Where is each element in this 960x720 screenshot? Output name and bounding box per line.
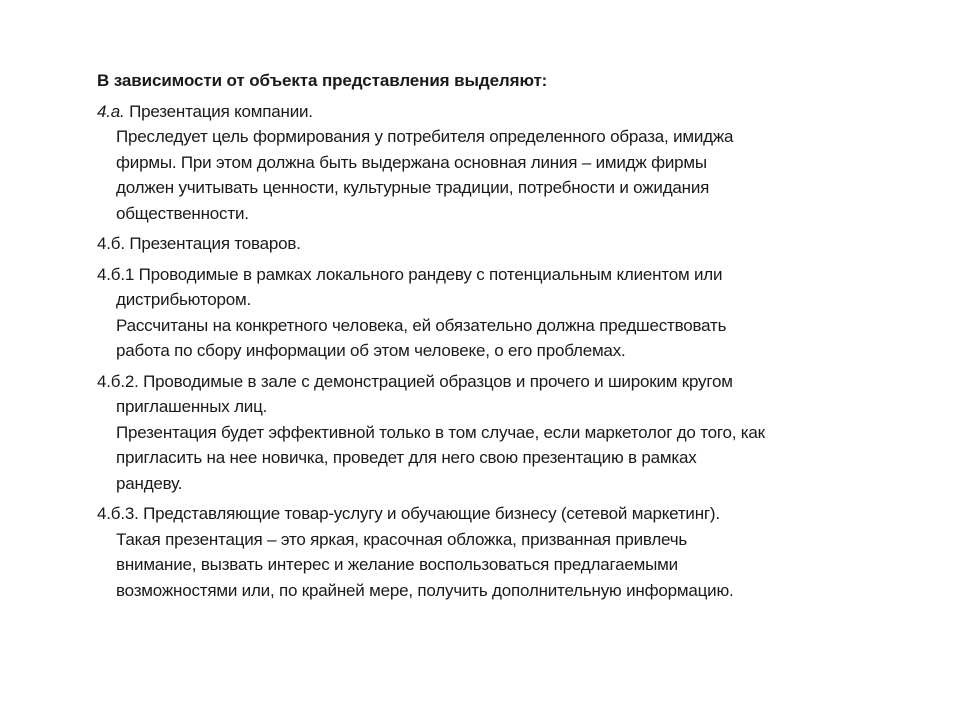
section-network-marketing [97,501,887,603]
body-line: Такая презентация – это яркая, красочная обложка, призванная привлечь [116,529,688,549]
body-line: Преследует цель формирования у потребителя определенного образа, имиджа [116,127,734,146]
body-line: фирмы. При этом должна быть выдержана основная линия – имидж фирмы [116,152,707,172]
section-body [97,287,887,364]
body-line: должен учитывать ценности, культурные традиции, потребности и ожидания [116,178,710,197]
section-title: 4.б.2. Проводимые в зале с демонстрацией образцов и прочего и широким кругом [97,371,733,391]
section-title-text: Презентация компании. [124,101,313,121]
section-body [97,124,887,226]
body-line: возможностями или, по крайней мере, получить дополнительную информацию. [116,580,734,600]
body-line: внимание, вызвать интерес и желание воспользоваться предлагаемыми [116,555,678,574]
section-number: 4.а. [97,101,125,121]
section-hall-demonstration [97,369,887,497]
section-body [97,527,887,604]
section-title: 4.б.1 Проводимые в рамках локального рандеву с потенциальным клиентом или [97,264,723,284]
section-company-presentation [97,99,887,227]
slide-heading: В зависимости от объекта представления выделяют: [97,71,548,90]
section-title-continuation: дистрибьютором. [116,290,251,309]
body-line: Рассчитаны на конкретного человека, ей обязательно должна предшествовать [116,315,727,335]
section-body [97,394,887,496]
section-title [97,99,887,125]
body-line: рандеву. [116,473,183,493]
section-title: 4.б.3. Представляющие товар-услугу и обучающие бизнесу (сетевой маркетинг). [97,504,720,523]
section-local-rendezvous [97,262,887,364]
section-goods-presentation [97,231,887,257]
section-title-continuation: приглашенных лиц. [116,397,268,416]
body-line: пригласить на нее новичка, проведет для него свою презентацию в рамках [116,448,697,467]
body-line: работа по сбору информации об этом человеке, о его проблемах. [116,341,626,360]
body-line: Презентация будет эффективной только в том случае, если маркетолог до того, как [116,422,765,442]
body-line: общественности. [116,203,249,223]
slide-content [97,68,887,608]
section-title: 4.б. Презентация товаров. [97,234,301,253]
